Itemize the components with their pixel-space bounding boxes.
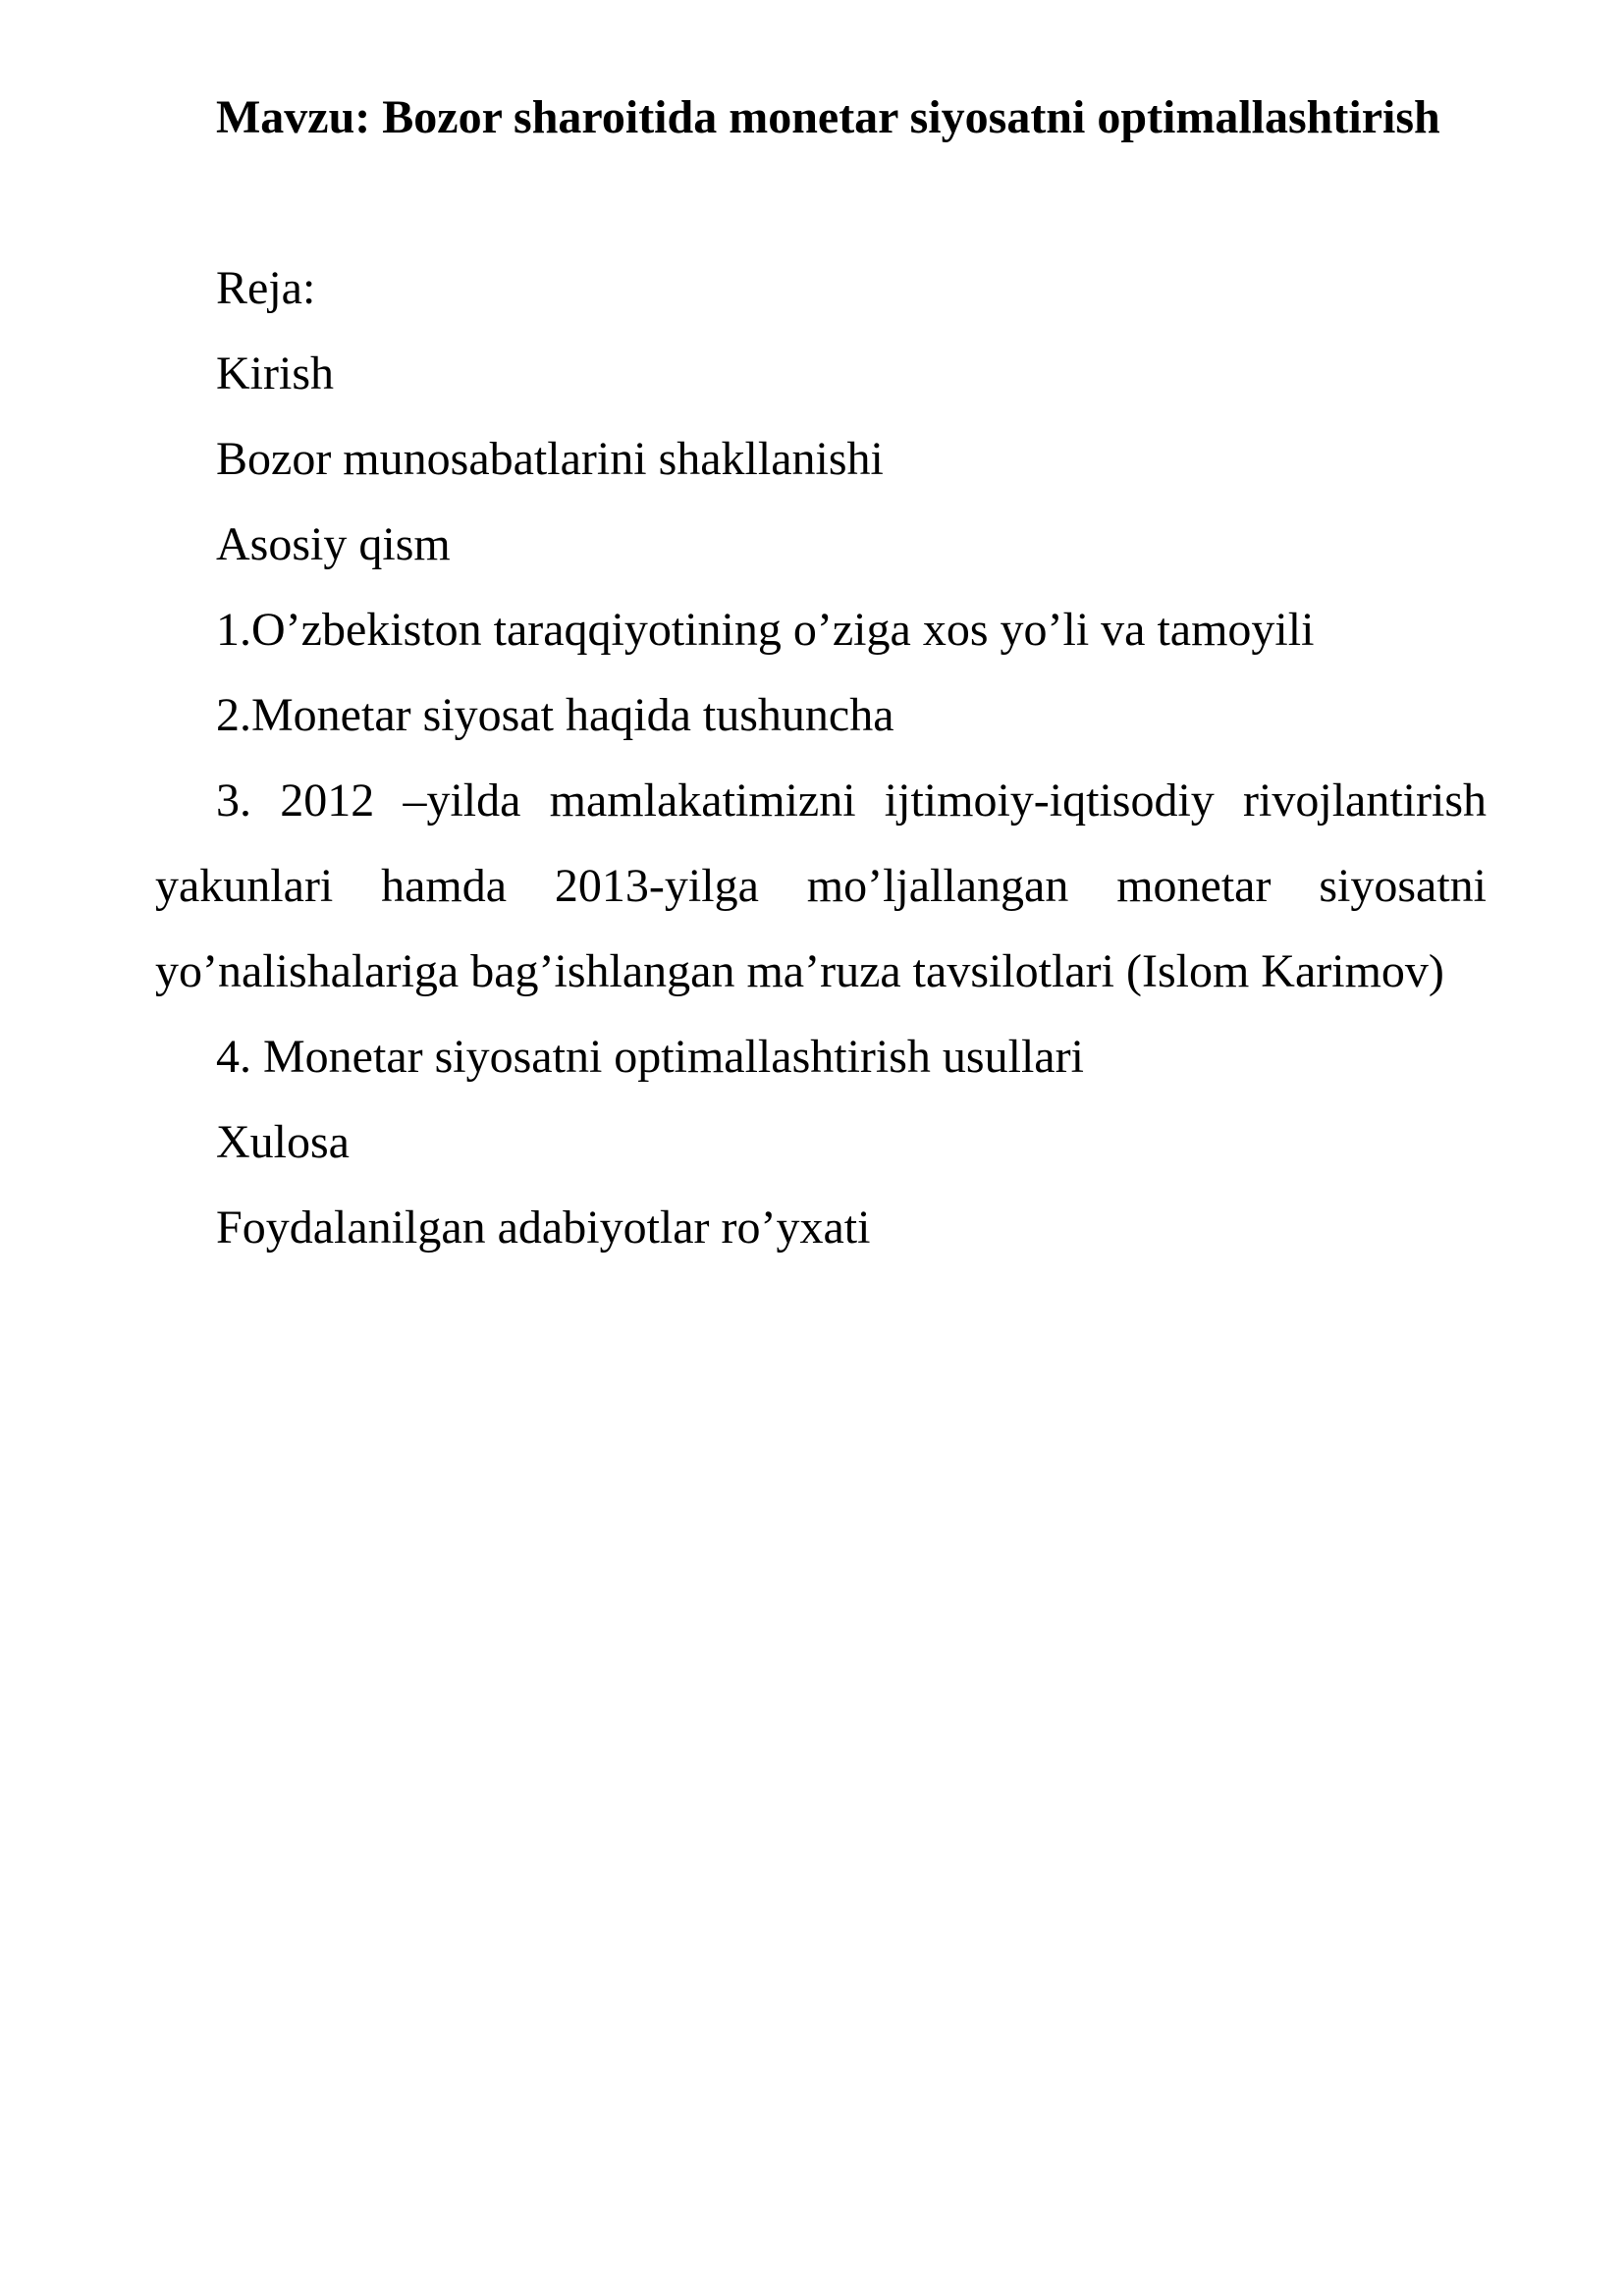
plan-item-3: 3. 2012 –yilda mamlakatimizni ijtimoiy-iqtisodiy rivojlantirish yakunlari hamda 2013-yilga mo’ljallangan monetar siyosatni yo’nalishalariga bag’ishlangan ma’ruza tavsilotlari (Islom Karimov) [155,774,1487,997]
document-body [155,75,1487,1270]
plan-item-1: 1.O’zbekiston taraqqiyotining o’ziga xos yo’li va tamoyili [216,604,1315,656]
plan-item-4: 4. Monetar siyosatni optimallashtirish usullari [216,1031,1084,1083]
plan-item-introduction: Kirish [216,347,334,400]
plan-item-conclusion: Xulosa [216,1116,350,1168]
plan-item-2: 2.Monetar siyosat haqida tushuncha [216,689,894,741]
document-title: Mavzu: Bozor sharoitida monetar siyosatni optimallashtirish [216,91,1440,143]
blank-line [155,160,1487,245]
plan-item-market-relations: Bozor munosabatlarini shakllanishi [216,433,884,485]
plan-item-references: Foydalanilgan adabiyotlar ro’yxati [216,1201,871,1254]
plan-heading: Reja: [216,262,316,314]
plan-item-main-part: Asosiy qism [216,518,451,570]
